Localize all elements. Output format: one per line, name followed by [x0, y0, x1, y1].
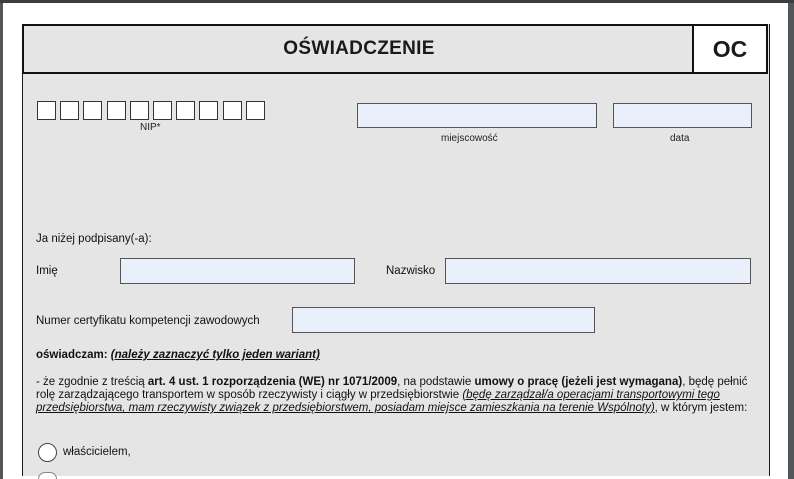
- declaration-paragraph: [36, 376, 756, 415]
- nip-digit-box[interactable]: [130, 101, 149, 120]
- para-text-1: - że zgodnie z treścią: [36, 376, 148, 388]
- nip-digit-box[interactable]: [107, 101, 126, 120]
- owner-radio[interactable]: [38, 443, 57, 462]
- nip-digit-box[interactable]: [176, 101, 195, 120]
- para-contract: umowy o pracę (jeżeli jest wymagana): [474, 376, 683, 388]
- nip-input-group: [37, 101, 265, 121]
- para-text-2: , na podstawie: [397, 376, 475, 388]
- place-label: miejscowość: [441, 133, 498, 144]
- date-field[interactable]: [613, 103, 752, 128]
- declare-line: [36, 349, 320, 361]
- para-explanation: (będę zarządzał/a operacjami transportowymi tego przedsiębiorstwa, mam rzeczywisty związek z przedsiębiorstwem, posiadam miejsce zamieszkania na terenie Wspólnoty): [36, 389, 720, 414]
- nip-digit-box[interactable]: [199, 101, 218, 120]
- nip-digit-box[interactable]: [60, 101, 79, 120]
- first-name-label: Imię: [36, 265, 58, 277]
- para-text-3: , będę pełnić rolę zarządzającego transportem w sposób rzeczywisty i ciągły w przedsiębiorstwie: [36, 376, 748, 401]
- form-header: [22, 24, 768, 74]
- nip-digit-box[interactable]: [83, 101, 102, 120]
- owner-option-label: właścicielem,: [63, 446, 131, 458]
- first-name-field[interactable]: [120, 258, 355, 284]
- last-name-field[interactable]: [445, 258, 751, 284]
- nip-label: NIP*: [140, 122, 161, 133]
- form-title: OŚWIADCZENIE: [283, 38, 435, 59]
- date-label: data: [670, 133, 690, 144]
- next-option-radio[interactable]: [38, 472, 57, 479]
- declare-hint: (należy zaznaczyć tylko jeden wariant): [110, 349, 320, 361]
- certificate-label: Numer certyfikatu kompetencji zawodowych: [36, 315, 260, 327]
- place-field[interactable]: [357, 103, 597, 128]
- para-text-4: , w którym jestem:: [654, 402, 748, 414]
- last-name-label: Nazwisko: [386, 265, 436, 277]
- certificate-field[interactable]: [292, 307, 595, 333]
- para-regulation: art. 4 ust. 1 rozporządzenia (WE) nr 1071/2009: [147, 376, 398, 388]
- nip-digit-box[interactable]: [246, 101, 265, 120]
- nip-digit-box[interactable]: [153, 101, 172, 120]
- form-code: OC: [692, 26, 766, 72]
- nip-digit-box[interactable]: [37, 101, 56, 120]
- nip-digit-box[interactable]: [223, 101, 242, 120]
- signer-intro: Ja niżej podpisany(-a):: [36, 233, 152, 245]
- declare-lead: oświadczam:: [36, 349, 108, 361]
